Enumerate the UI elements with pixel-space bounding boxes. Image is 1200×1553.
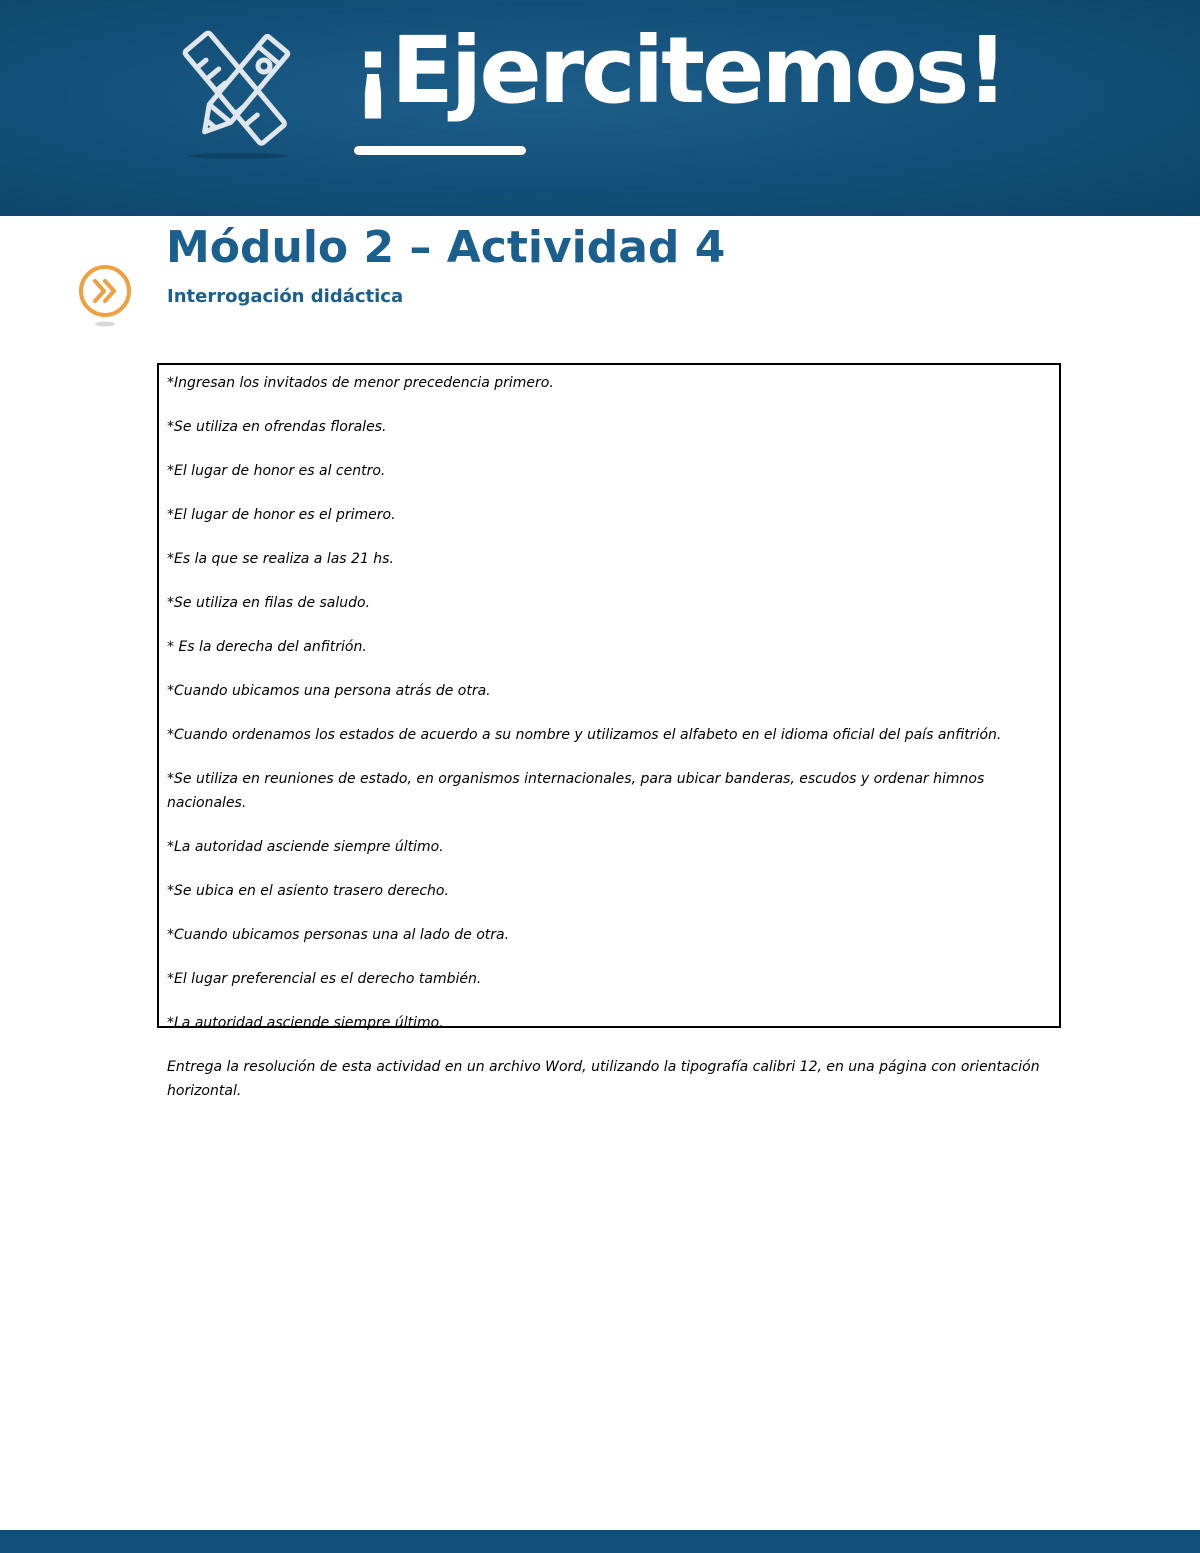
- footer-bar: [0, 1530, 1200, 1553]
- list-item: *Se utiliza en ofrendas florales.: [167, 419, 387, 435]
- list-item: *El lugar de honor es el primero.: [167, 507, 396, 523]
- list-item: *La autoridad asciende siempre último.: [167, 1015, 444, 1031]
- activity-content-box: [157, 363, 1061, 1099]
- list-item: * Es la derecha del anfitrión.: [167, 639, 367, 655]
- list-item: *Cuando ubicamos personas una al lado de otra.: [167, 927, 510, 943]
- list-item: *Cuando ubicamos una persona atrás de otra.: [167, 683, 491, 699]
- banner-underline: [354, 146, 526, 155]
- list-item: *El lugar de honor es al centro.: [167, 463, 386, 479]
- page-subtitle: Interrogación didáctica: [167, 286, 404, 307]
- list-item: *Se utiliza en reuniones de estado, en organismos internacionales, para ubicar banderas, escudos y ordenar himnos nacionales.: [167, 771, 985, 811]
- list-item: *El lugar preferencial es el derecho también.: [167, 971, 482, 987]
- list-item: *Se utiliza en filas de saludo.: [167, 595, 371, 611]
- double-chevron-right-icon: [76, 262, 134, 328]
- header-banner: [0, 0, 1200, 216]
- list-item: *Cuando ordenamos los estados de acuerdo a su nombre y utilizamos el alfabeto en el idioma oficial del país anfitrión.: [167, 727, 1002, 743]
- list-item: *Ingresan los invitados de menor precedencia primero.: [167, 375, 554, 391]
- banner-title: ¡Ejercitemos!: [352, 17, 1006, 124]
- pencil-ruler-icon: [178, 32, 298, 162]
- page-title: Módulo 2 – Actividad 4: [166, 222, 726, 273]
- list-item: *La autoridad asciende siempre último.: [167, 839, 444, 855]
- list-item: *Es la que se realiza a las 21 hs.: [167, 551, 394, 567]
- list-item: *Se ubica en el asiento trasero derecho.: [167, 883, 449, 899]
- instructions-text: Entrega la resolución de esta actividad en un archivo Word, utilizando la tipografía calibri 12, en una página con orientación horizontal.: [167, 1059, 1040, 1099]
